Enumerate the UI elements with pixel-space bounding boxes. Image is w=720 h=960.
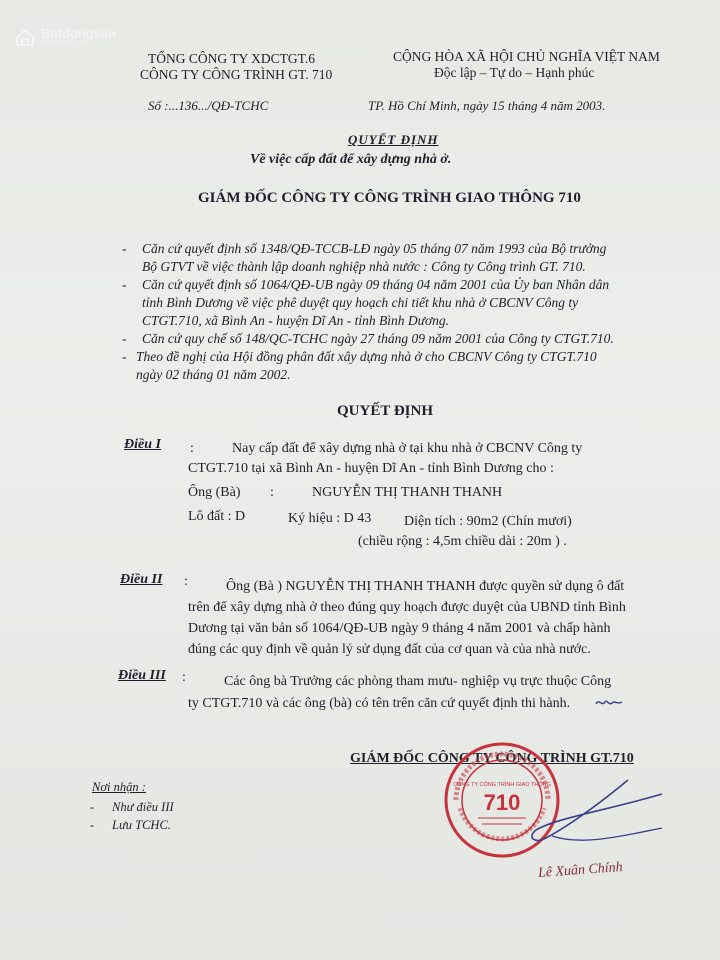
issuing-authority: GIÁM ĐỐC CÔNG TY CÔNG TRÌNH GIAO THÔNG 710: [198, 190, 581, 206]
document-subject: Về việc cấp đất để xây dựng nhà ở.: [250, 152, 452, 167]
dash-marker: -: [90, 818, 95, 832]
article-2-line-3: Dương tại văn bản số 1064/QĐ-UB ngày 9 tháng 4 năm 2001 và chấp hành: [188, 621, 611, 636]
decision-heading: QUYẾT ĐỊNH: [337, 403, 433, 419]
basis-2-line-3: CTGT.710, xã Bình An - huyện Dĩ An - tỉnh Bình Dương.: [142, 313, 450, 328]
dash-marker: -: [122, 349, 127, 364]
stamp-inner-text: CÔNG TY CÔNG TRÌNH GIAO THÔNG: [453, 782, 551, 788]
lot-symbol: Ký hiệu : D 43: [288, 511, 372, 526]
watermark-sub: by PropertyGuru: [41, 40, 86, 46]
lot-dimensions: (chiều rộng : 4,5m chiều dài : 20m ) .: [358, 534, 567, 549]
basis-4-line-2: ngày 02 tháng 01 năm 2002.: [136, 367, 291, 382]
article-2-colon: :: [184, 574, 188, 589]
document-number: Số :...136.../QĐ-TCHC: [148, 98, 269, 113]
article-3-colon: :: [182, 670, 186, 685]
dash-marker: -: [122, 241, 127, 256]
dash-marker: -: [90, 800, 95, 814]
basis-1-line-2: Bộ GTVT về việc thành lập doanh nghiệp nhà nước : Công ty Công trình GT. 710.: [142, 259, 586, 274]
watermark: [14, 26, 116, 48]
basis-2-line-2: tỉnh Bình Dương về việc phê duyệt quy hoạch chi tiết khu nhà ở CBCNV Công ty: [142, 295, 579, 310]
article-3-label: Điều III: [118, 668, 166, 683]
national-title: CỘNG HÒA XÃ HỘI CHỦ NGHĨA VIỆT NAM: [393, 49, 660, 64]
article-1-line-1: Nay cấp đất để xây dựng nhà ở tại khu nhà ở CBCNV Công ty: [232, 441, 583, 456]
basis-1-line-1: Căn cứ quyết định số 1348/QĐ-TCCB-LĐ ngày 05 tháng 07 năm 1993 của Bộ trưởng: [142, 241, 607, 256]
recipients-label: Nơi nhận :: [92, 780, 146, 794]
recipient-item-1: Như điều III: [112, 800, 174, 814]
watermark-brand: Batdongsan: [41, 26, 117, 41]
article-2-line-4: đúng các quy định về quản lý sử dụng đất của cơ quan và của nhà nước.: [188, 642, 591, 657]
article-3-line-1: Các ông bà Trưởng các phòng tham mưu- nghiệp vụ trực thuộc Công: [224, 674, 612, 689]
recipient-name: NGUYỄN THỊ THANH THANH: [312, 485, 503, 500]
lot-area: Diện tích : 90m2 (Chín mươi): [404, 514, 572, 529]
recipient-item-2: Lưu TCHC.: [112, 818, 171, 832]
home-logo-icon: [14, 26, 36, 48]
place-date: TP. Hồ Chí Minh, ngày 15 tháng 4 năm 2003.: [368, 98, 606, 113]
basis-3-line-1: Căn cứ quy chế số 148/QC-TCHC ngày 27 tháng 09 năm 2001 của Công ty CTGT.710.: [142, 331, 614, 346]
article-1-colon: :: [190, 441, 194, 456]
basis-4-line-1: Theo đề nghị của Hội đồng phân đất xây dựng nhà ở cho CBCNV Công ty CTGT.710: [136, 349, 597, 364]
org-parent: TỔNG CÔNG TY XDCTGT.6: [148, 51, 315, 66]
article-1-label: Điều I: [124, 437, 161, 452]
recipient-colon: :: [270, 485, 274, 500]
article-2-line-1: Ông (Bà ) NGUYỄN THỊ THANH THANH được quyền sử dụng ô đất: [226, 579, 625, 594]
article-2-line-2: trên để xây dựng nhà ở theo đúng quy hoạch được duyệt của UBND tỉnh Bình: [188, 600, 626, 615]
stamp-number: 710: [483, 790, 521, 815]
signatory-title: GIÁM ĐỐC CÔNG TY CÔNG TRÌNH GT.710: [350, 751, 634, 766]
article-2-label: Điều II: [120, 572, 163, 587]
initial-mark-icon: [594, 694, 624, 710]
dash-marker: -: [122, 331, 127, 346]
lot-label: Lô đất : D: [188, 509, 246, 524]
org-name: CÔNG TY CÔNG TRÌNH GT. 710: [140, 67, 333, 82]
recipient-label: Ông (Bà): [188, 485, 241, 500]
article-1-line-2: CTGT.710 tại xã Bình An - huyện Dĩ An - tỉnh Bình Dương cho :: [188, 461, 554, 476]
signer-name: Lê Xuân Chính: [537, 860, 624, 881]
basis-2-line-1: Căn cứ quyết định số 1064/QĐ-UB ngày 09 tháng 04 năm 2001 của Ủy ban Nhân dân: [142, 277, 610, 292]
article-3-line-2: ty CTGT.710 và các ông (bà) có tên trên căn cứ quyết định thi hành.: [188, 696, 571, 711]
national-motto: Độc lập – Tự do – Hạnh phúc: [434, 65, 595, 80]
dash-marker: -: [122, 277, 127, 292]
document-type: QUYẾT ĐỊNH: [348, 132, 439, 147]
